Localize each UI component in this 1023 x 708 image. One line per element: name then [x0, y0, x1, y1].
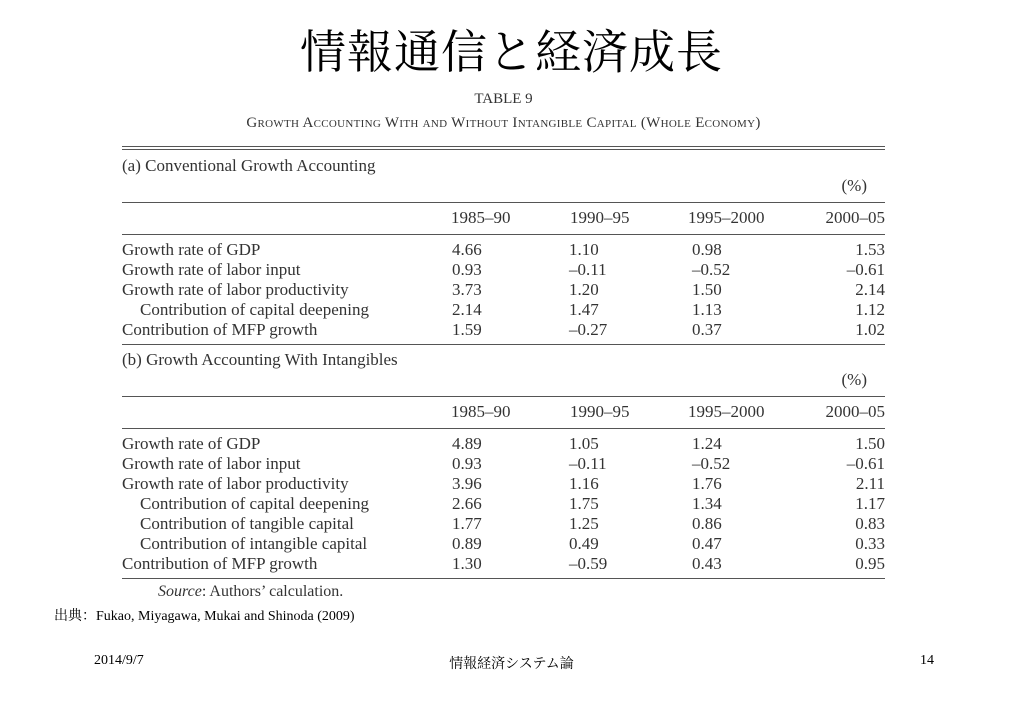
cell: –0.27: [569, 320, 608, 339]
cell: 1.53: [855, 240, 885, 259]
cell: –0.11: [569, 260, 607, 279]
cell: –0.61: [846, 454, 885, 473]
row-label: Growth rate of GDP: [122, 434, 261, 453]
cell: 1.30: [452, 554, 482, 573]
column-header: 1990–95: [570, 208, 630, 227]
cell: 0.93: [452, 260, 482, 279]
cell: 0.95: [855, 554, 885, 573]
source-text: : Authors’ calculation.: [201, 583, 344, 600]
column-header: 1985–90: [451, 402, 511, 421]
cell: 1.50: [692, 280, 722, 299]
slide-title: 情報通信と経済成長: [300, 25, 723, 79]
cell: 0.47: [692, 534, 722, 553]
cell: 1.20: [569, 280, 599, 299]
cell: 0.37: [692, 320, 722, 339]
column-header: 2000–05: [825, 402, 885, 421]
row-label: Growth rate of labor productivity: [122, 474, 349, 493]
section-b-title: (b) Growth Accounting With Intangibles: [122, 350, 398, 369]
cell: 4.66: [452, 240, 482, 259]
page-number: 14: [920, 653, 934, 668]
cell: 0.93: [452, 454, 482, 473]
section-b-unit: (%): [841, 370, 867, 389]
cell: 2.14: [855, 280, 885, 299]
cell: 3.96: [452, 474, 482, 493]
cell: 1.75: [569, 494, 599, 513]
cell: 1.34: [692, 494, 722, 513]
cell: 1.16: [569, 474, 599, 493]
column-header: 1995–2000: [688, 402, 765, 421]
cell: 2.11: [855, 474, 885, 493]
cell: 0.89: [452, 534, 482, 553]
table-label: TABLE 9: [474, 91, 533, 107]
footer-course-title: 情報経済システム論: [449, 656, 574, 672]
cell: 1.47: [569, 300, 599, 319]
cell: 1.13: [692, 300, 722, 319]
row-label: Contribution of intangible capital: [140, 534, 368, 553]
column-header: 1995–2000: [688, 208, 765, 227]
cell: 3.73: [452, 280, 482, 299]
cell: –0.11: [569, 454, 607, 473]
cell: 4.89: [452, 434, 482, 453]
section-a-title: (a) Conventional Growth Accounting: [122, 156, 376, 175]
cell: 0.49: [569, 534, 599, 553]
row-label: Growth rate of labor productivity: [122, 280, 349, 299]
cell: 1.77: [452, 514, 482, 533]
cell: –0.61: [846, 260, 885, 279]
section-divider-rule: [122, 344, 885, 345]
column-header: 2000–05: [825, 208, 885, 227]
column-header: 1985–90: [451, 208, 511, 227]
row-label: Contribution of MFP growth: [122, 320, 318, 339]
cell: 1.12: [855, 300, 885, 319]
cell: 2.14: [452, 300, 482, 319]
cell: –0.52: [692, 260, 731, 279]
cell: 0.33: [855, 534, 885, 553]
top-rule: [122, 146, 885, 147]
section-a-unit: (%): [841, 176, 867, 195]
row-label: Contribution of MFP growth: [122, 554, 318, 573]
row-label: Growth rate of labor input: [122, 260, 301, 279]
row-label: Contribution of capital deepening: [140, 494, 369, 513]
cell: 0.43: [692, 554, 722, 573]
section-b-header-top-rule: [122, 396, 885, 397]
section-a-header-bottom-rule: [122, 234, 885, 235]
row-label: Contribution of capital deepening: [140, 300, 369, 319]
citation: 出典：Fukao, Miyagawa, Mukai and Shinoda (2009): [54, 609, 355, 624]
cell: 1.25: [569, 514, 599, 533]
section-b-header-bottom-rule: [122, 428, 885, 429]
cell: –0.59: [569, 554, 608, 573]
section-a-header-top-rule: [122, 202, 885, 203]
cell: 0.86: [692, 514, 722, 533]
cell: 0.83: [855, 514, 885, 533]
table-bottom-rule: [122, 578, 885, 579]
cell: 1.76: [692, 474, 722, 493]
table-source: [158, 583, 343, 601]
footer-date: 2014/9/7: [94, 653, 144, 668]
cell: 0.98: [692, 240, 722, 259]
cell: 1.50: [855, 434, 885, 453]
table-caption: Growth Accounting With and Without Intangible Capital (Whole Economy): [246, 115, 761, 131]
top-rule-double: [122, 149, 885, 150]
cell: 1.17: [855, 494, 885, 513]
cell: 2.66: [452, 494, 482, 513]
cell: 1.10: [569, 240, 599, 259]
cell: 1.05: [569, 434, 599, 453]
cell: 1.02: [855, 320, 885, 339]
column-header: 1990–95: [570, 402, 630, 421]
cell: 1.59: [452, 320, 482, 339]
source-label: Source: [158, 583, 202, 600]
cell: 1.24: [692, 434, 722, 453]
row-label: Growth rate of labor input: [122, 454, 301, 473]
cell: –0.52: [692, 454, 731, 473]
row-label: Growth rate of GDP: [122, 240, 261, 259]
row-label: Contribution of tangible capital: [140, 514, 354, 533]
